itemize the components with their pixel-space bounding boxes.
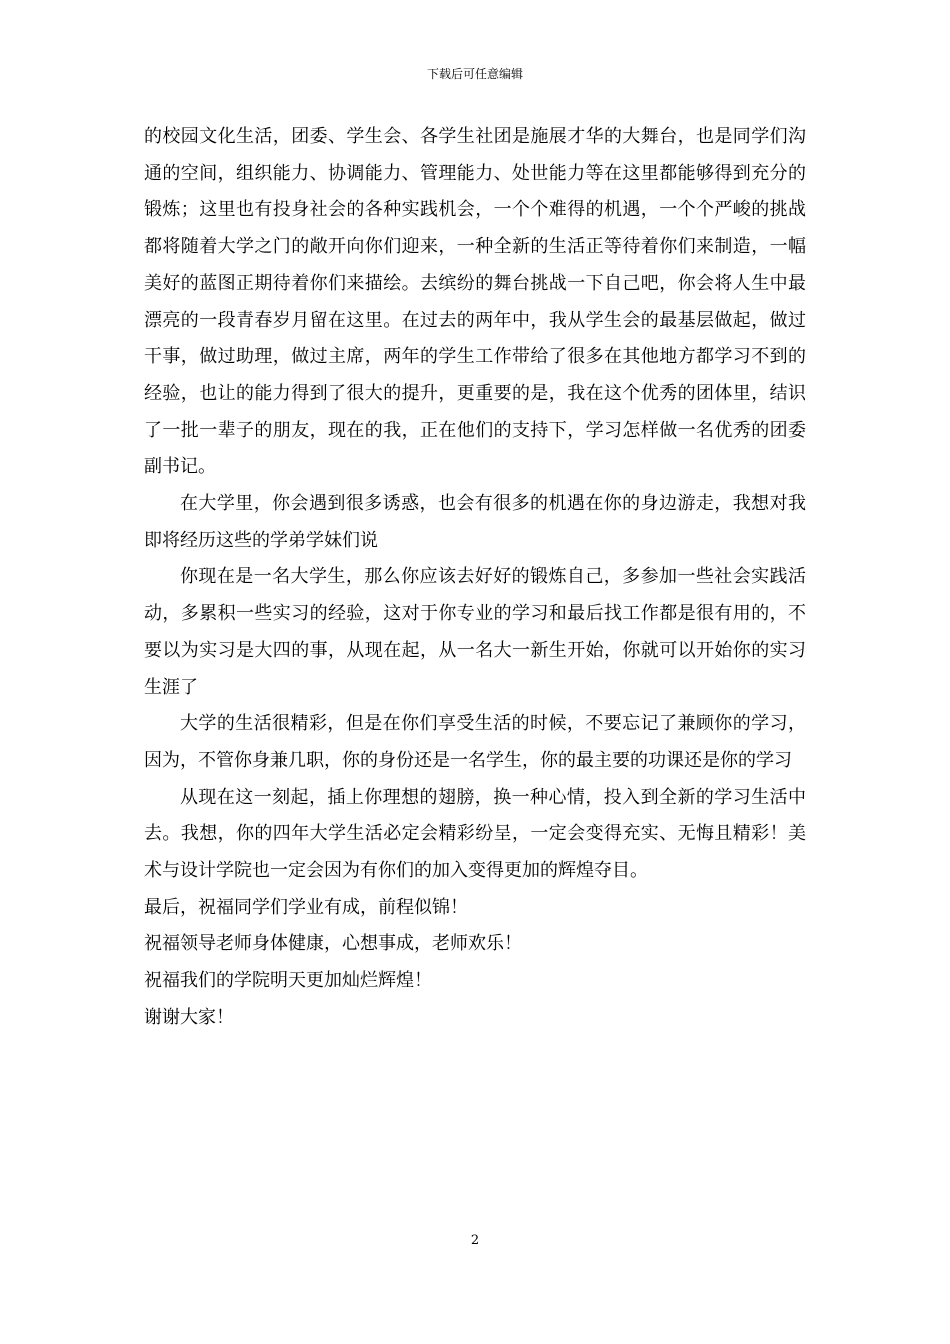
body-paragraph: 在大学里，你会遇到很多诱惑，也会有很多的机遇在你的身边游走，我想对我即将经历这些的学弟学妹们说 — [144, 493, 806, 551]
closing-line: 最后，祝福同学们学业有成，前程似锦！ — [144, 896, 468, 918]
document-body — [144, 119, 806, 1037]
closing-line: 祝福我们的学院明天更加灿烂辉煌！ — [144, 970, 432, 992]
body-paragraph-continued: 的校园文化生活，团委、学生会、各学生社团是施展才华的大舞台，也是同学们沟通的空间，组织能力、协调能力、管理能力、处世能力等在这里都能够得到充分的锻炼；这里也有投身社会的各种实践机会，一个个难得的机遇，一个个严峻的挑战都将随着大学之门的敞开向你们迎来，一种全新的生活正等待着你们来制造，一幅美好的蓝图正期待着你们来描绘。去缤纷的舞台挑战一下自己吧，你会将人生中最漂亮的一段青春岁月留在这里。在过去的两年中，我从学生会的最基层做起，做过干事，做过助理，做过主席，两年的学生工作带给了很多在其他地方都学习不到的经验，也让的能力得到了很大的提升，更重要的是，我在这个优秀的团体里，结识了一批一辈子的朋友，现在的我，正在他们的支持下，学习怎样做一名优秀的团委副书记。 — [144, 126, 806, 478]
closing-line: 谢谢大家！ — [144, 1006, 234, 1028]
body-paragraph: 大学的生活很精彩，但是在你们享受生活的时候，不要忘记了兼顾你的学习，因为，不管你身兼几职，你的身份还是一名学生，你的最主要的功课还是你的学习 — [144, 713, 806, 771]
body-paragraph: 你现在是一名大学生，那么你应该去好好的锻炼自己，多参加一些社会实践活动，多累积一些实习的经验，这对于你专业的学习和最后找工作都是很有用的，不要以为实习是大四的事，从现在起，从一名大一新生开始，你就可以开始你的实习生涯了 — [144, 566, 806, 698]
closing-line: 祝福领导老师身体健康，心想事成，老师欢乐！ — [144, 933, 522, 955]
page-number: 2 — [470, 1233, 480, 1248]
page-header: 下载后可任意编辑 — [426, 67, 523, 81]
body-paragraph: 从现在这一刻起，插上你理想的翅膀，换一种心情，投入到全新的学习生活中去。我想，你的四年大学生活必定会精彩纷呈，一定会变得充实、无悔且精彩！美术与设计学院也一定会因为有你们的加入变得更加的辉煌夺目。 — [144, 786, 806, 882]
